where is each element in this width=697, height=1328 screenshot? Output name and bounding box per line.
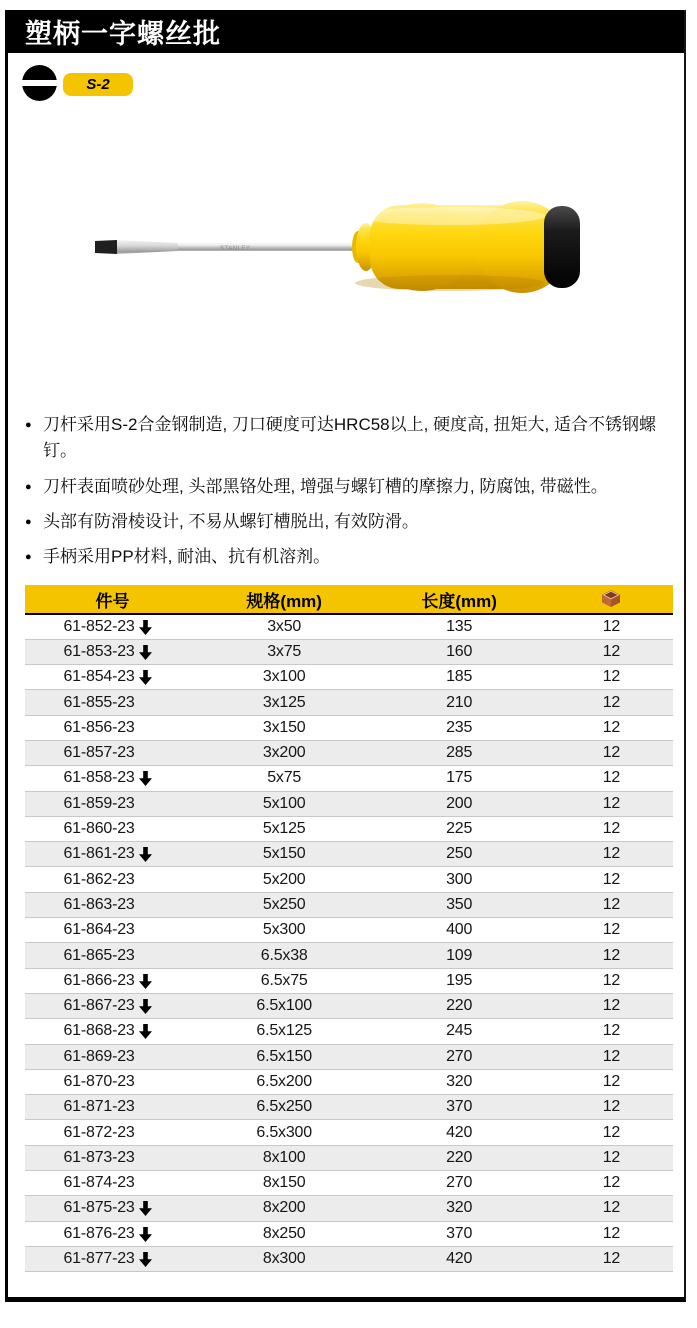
length-value: 285	[446, 744, 473, 762]
table-row	[25, 1246, 673, 1271]
down-arrow-icon	[139, 1201, 152, 1216]
table-row	[25, 639, 673, 664]
part-number: 61-868-23	[63, 1022, 135, 1040]
length-value: 250	[446, 845, 473, 863]
table-row	[25, 993, 673, 1018]
col-header-length: 长度(mm)	[368, 585, 549, 614]
down-arrow-icon	[139, 1024, 152, 1039]
part-number: 61-877-23	[63, 1250, 135, 1268]
table-row	[25, 791, 673, 816]
pack-qty: 12	[602, 1098, 621, 1116]
bullet-icon: ●	[25, 419, 32, 431]
part-number: 61-852-23	[63, 617, 135, 635]
pack-qty: 12	[602, 668, 621, 686]
pack-qty: 12	[602, 1022, 621, 1040]
pack-qty: 12	[602, 921, 621, 939]
length-value: 220	[446, 1148, 473, 1166]
spec-value: 8x200	[262, 1199, 306, 1217]
length-value: 245	[446, 1022, 473, 1040]
feature-item	[25, 544, 685, 570]
pack-qty: 12	[602, 971, 621, 989]
page-title-bar	[8, 10, 684, 53]
table-row	[25, 715, 673, 740]
pack-qty: 12	[602, 1199, 621, 1217]
col-header-part-number: 件号	[25, 585, 200, 614]
table-row	[25, 1095, 673, 1120]
length-value: 270	[446, 1174, 473, 1192]
table-row	[25, 867, 673, 892]
length-value: 370	[446, 1098, 473, 1116]
spec-value: 6.5x125	[256, 1022, 312, 1040]
screwdriver-illustration	[70, 190, 590, 310]
table-row	[25, 614, 673, 639]
down-arrow-icon	[139, 620, 152, 635]
feature-text: 手柄采用PP材料, 耐油、抗有机溶剂。	[43, 547, 331, 567]
spec-value: 5x200	[262, 870, 306, 888]
pack-qty: 12	[602, 642, 621, 660]
part-number: 61-876-23	[63, 1224, 135, 1242]
length-value: 195	[446, 971, 473, 989]
spec-value: 3x75	[267, 642, 302, 660]
spec-value: 3x50	[267, 617, 302, 635]
page-title: 塑柄一字螺丝批	[25, 19, 221, 49]
pack-qty: 12	[602, 769, 621, 787]
length-value: 320	[446, 1072, 473, 1090]
spec-value: 5x300	[262, 921, 306, 939]
spec-value: 8x300	[262, 1250, 306, 1268]
spec-value: 5x100	[262, 794, 306, 812]
part-number: 61-854-23	[63, 668, 135, 686]
length-value: 420	[446, 1250, 473, 1268]
down-arrow-icon	[139, 771, 152, 786]
part-number: 61-869-23	[63, 1047, 135, 1065]
length-value: 370	[446, 1224, 473, 1242]
bullet-icon: ●	[25, 516, 32, 529]
length-value: 320	[446, 1199, 473, 1217]
length-value: 160	[446, 642, 473, 660]
product-image	[70, 190, 590, 310]
pack-qty: 12	[602, 1224, 621, 1242]
spec-value: 6.5x38	[260, 946, 308, 964]
table-row	[25, 1196, 673, 1221]
spec-value: 5x150	[262, 845, 306, 863]
table-row	[25, 842, 673, 867]
steel-grade-badge: S-2	[63, 73, 133, 96]
table-row	[25, 1019, 673, 1044]
pack-qty: 12	[602, 1148, 621, 1166]
down-arrow-icon	[139, 847, 152, 862]
part-number: 61-855-23	[63, 693, 135, 711]
pack-qty: 12	[602, 1250, 621, 1268]
table-row	[25, 1120, 673, 1145]
length-value: 270	[446, 1047, 473, 1065]
length-value: 300	[446, 870, 473, 888]
pack-qty: 12	[602, 718, 621, 736]
down-arrow-icon	[139, 670, 152, 685]
pack-qty: 12	[602, 1072, 621, 1090]
down-arrow-icon	[139, 1227, 152, 1242]
part-number: 61-857-23	[63, 744, 135, 762]
table-row	[25, 918, 673, 943]
part-number: 61-862-23	[63, 870, 135, 888]
pack-qty: 12	[602, 997, 621, 1015]
spec-value: 6.5x200	[256, 1072, 312, 1090]
bullet-icon: ●	[25, 551, 32, 564]
spec-value: 8x100	[262, 1148, 306, 1166]
feature-text: 刀杆采用S-2合金钢制造, 刀口硬度可达HRC58以上, 硬度高, 扭矩大, 适合不锈钢螺钉。	[43, 415, 656, 461]
part-number: 61-859-23	[63, 794, 135, 812]
length-value: 400	[446, 921, 473, 939]
table-row	[25, 740, 673, 765]
length-value: 109	[446, 946, 473, 964]
length-value: 135	[446, 617, 473, 635]
table-row	[25, 1221, 673, 1246]
pack-qty: 12	[602, 794, 621, 812]
table-row	[25, 690, 673, 715]
part-number: 61-860-23	[63, 820, 135, 838]
part-number: 61-870-23	[63, 1072, 135, 1090]
pack-qty: 12	[602, 1047, 621, 1065]
table-row	[25, 968, 673, 993]
catalog-page-frame	[5, 10, 686, 1302]
col-header-pack-qty	[550, 585, 673, 614]
feature-item	[25, 509, 685, 535]
down-arrow-icon	[139, 974, 152, 989]
pack-qty: 12	[602, 693, 621, 711]
pack-qty: 12	[602, 820, 621, 838]
length-value: 235	[446, 718, 473, 736]
table-row	[25, 665, 673, 690]
down-arrow-icon	[139, 645, 152, 660]
part-number: 61-866-23	[63, 971, 135, 989]
spec-value: 3x125	[262, 693, 306, 711]
length-value: 175	[446, 769, 473, 787]
feature-text: 头部有防滑棱设计, 不易从螺钉槽脱出, 有效防滑。	[43, 512, 419, 532]
length-value: 185	[446, 668, 473, 686]
pack-qty: 12	[602, 1174, 621, 1192]
spec-value: 3x200	[262, 744, 306, 762]
length-value: 200	[446, 794, 473, 812]
pack-qty: 12	[602, 895, 621, 913]
part-number: 61-863-23	[63, 895, 135, 913]
spec-value: 3x100	[262, 668, 306, 686]
part-number: 61-856-23	[63, 718, 135, 736]
part-number: 61-864-23	[63, 921, 135, 939]
part-number: 61-875-23	[63, 1199, 135, 1217]
pack-qty: 12	[602, 617, 621, 635]
part-number: 61-861-23	[63, 845, 135, 863]
col-header-spec: 规格(mm)	[200, 585, 368, 614]
table-row	[25, 943, 673, 968]
bullet-icon: ●	[25, 480, 32, 493]
spec-value: 5x125	[262, 820, 306, 838]
spec-table	[25, 585, 673, 1272]
pack-qty: 12	[602, 845, 621, 863]
spec-value: 5x250	[262, 895, 306, 913]
brand-print: STANLEY	[220, 246, 251, 252]
length-value: 220	[446, 997, 473, 1015]
length-value: 420	[446, 1123, 473, 1141]
length-value: 210	[446, 693, 473, 711]
table-row	[25, 1044, 673, 1069]
part-number: 61-874-23	[63, 1174, 135, 1192]
spec-value: 8x250	[262, 1224, 306, 1242]
handle-end-cap	[544, 206, 580, 288]
table-row	[25, 816, 673, 841]
spec-value: 3x150	[262, 718, 306, 736]
down-arrow-icon	[139, 1252, 152, 1267]
feature-item	[25, 474, 685, 500]
pack-qty: 12	[602, 870, 621, 888]
part-number: 61-873-23	[63, 1148, 135, 1166]
length-value: 225	[446, 820, 473, 838]
feature-item	[25, 412, 685, 465]
part-number: 61-865-23	[63, 946, 135, 964]
spec-value: 6.5x100	[256, 997, 312, 1015]
feature-list	[25, 412, 685, 580]
spec-value: 6.5x250	[256, 1098, 312, 1116]
spec-value: 5x75	[267, 769, 302, 787]
part-number: 61-858-23	[63, 769, 135, 787]
spec-value: 8x150	[262, 1174, 306, 1192]
table-row	[25, 892, 673, 917]
down-arrow-icon	[139, 999, 152, 1014]
table-row	[25, 1069, 673, 1094]
spec-table-body	[25, 614, 673, 1272]
part-number: 61-867-23	[63, 997, 135, 1015]
pack-qty: 12	[602, 946, 621, 964]
part-number: 61-853-23	[63, 642, 135, 660]
feature-text: 刀杆表面喷砂处理, 头部黑铬处理, 增强与螺钉槽的摩擦力, 防腐蚀, 带磁性。	[43, 476, 608, 496]
pack-qty: 12	[602, 744, 621, 762]
badge-row	[22, 65, 133, 101]
pack-qty: 12	[602, 1123, 621, 1141]
spec-value: 6.5x150	[256, 1047, 312, 1065]
slotted-tip-icon	[22, 65, 57, 101]
length-value: 350	[446, 895, 473, 913]
carton-box-icon	[599, 589, 623, 609]
part-number: 61-872-23	[63, 1123, 135, 1141]
table-row	[25, 1145, 673, 1170]
part-number: 61-871-23	[63, 1098, 135, 1116]
table-header-row	[25, 585, 673, 614]
blade-tip	[95, 240, 117, 254]
spec-value: 6.5x75	[260, 971, 308, 989]
table-row	[25, 766, 673, 791]
table-row	[25, 1171, 673, 1196]
spec-value: 6.5x300	[256, 1123, 312, 1141]
